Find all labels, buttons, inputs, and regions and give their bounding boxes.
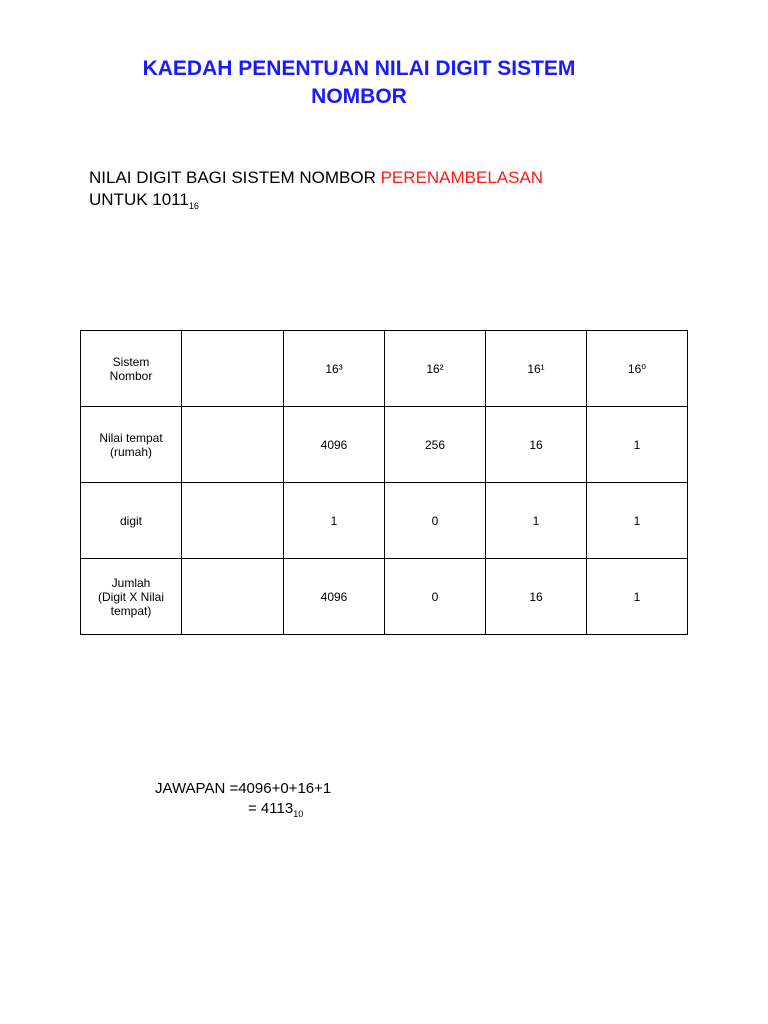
table-cell: 256 (385, 407, 486, 483)
subtitle-base: 16 (188, 201, 199, 211)
table-row (81, 483, 688, 559)
row-label-digit: digit (81, 483, 182, 559)
table-cell-empty (182, 559, 284, 635)
subtitle (89, 167, 543, 211)
answer-line-2 (155, 799, 331, 819)
table-cell: 16³ (284, 331, 385, 407)
table-cell: 0 (385, 559, 486, 635)
table-cell: 16¹ (486, 331, 587, 407)
table-cell: 16⁰ (587, 331, 688, 407)
table-row (81, 407, 688, 483)
table-cell: 0 (385, 483, 486, 559)
table-cell: 4096 (284, 559, 385, 635)
table-cell: 16 (486, 559, 587, 635)
table-cell: 1 (587, 483, 688, 559)
row-label-nilai-tempat: Nilai tempat (rumah) (81, 407, 182, 483)
table-cell: 1 (587, 559, 688, 635)
place-value-table (80, 330, 688, 635)
answer-base: 10 (293, 809, 304, 819)
table-cell-empty (182, 483, 284, 559)
answer-line-1: JAWAPAN =4096+0+16+1 (155, 780, 332, 797)
table-cell-empty (182, 331, 284, 407)
table-cell: 1 (587, 407, 688, 483)
subtitle-line-2 (89, 189, 543, 211)
subtitle-prefix: NILAI DIGIT BAGI SISTEM NOMBOR (89, 168, 381, 187)
subtitle-highlight: PERENAMBELASAN (380, 168, 544, 187)
subtitle-number: UNTUK 1011 (89, 190, 189, 209)
subtitle-line-1 (89, 167, 543, 189)
table-cell: 4096 (284, 407, 385, 483)
row-label-sistem-nombor: Sistem Nombor (81, 331, 182, 407)
table-cell: 16² (385, 331, 486, 407)
table-cell: 1 (284, 483, 385, 559)
page-title-line-1: KAEDAH PENENTUAN NILAI DIGIT SISTEM (142, 57, 576, 80)
answer-result: = 4113 (248, 800, 294, 817)
row-label-jumlah: Jumlah (Digit X Nilai tempat) (81, 559, 182, 635)
answer (155, 779, 331, 819)
page-title-line-2: NOMBOR (311, 85, 407, 108)
table-row (81, 559, 688, 635)
table-cell: 1 (486, 483, 587, 559)
page-title (60, 55, 658, 111)
table-row (81, 331, 688, 407)
table-cell: 16 (486, 407, 587, 483)
table-cell-empty (182, 407, 284, 483)
